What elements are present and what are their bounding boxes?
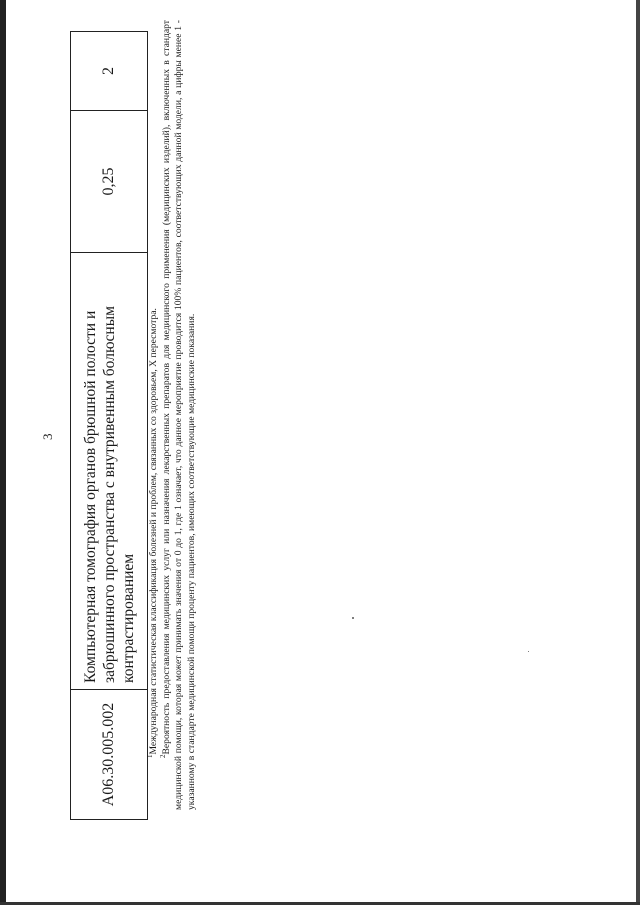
footnote-2-text: Вероятность предоставления медицинских услуг или назначения лекарственных препаратов для медицинского применения (медицинских изделий), включенных в стандарт медицинской помощи, которая может принимать значения от 0 до 1, где 1 означает, что данное мероприятие проводится 100% пациентов, соответствующих данной модели, а цифры менее 1 - указанному в стандарте медицинской помощи проценту пациентов, имеющих соответствующие медицинские показания. <box>160 20 197 810</box>
scan-speck <box>528 651 529 652</box>
scan-speck <box>352 617 354 619</box>
footnote-1 <box>145 20 161 810</box>
page-number: 3 <box>40 433 55 440</box>
footnote-1-text: Международная статистическая классификация болезней и проблем, связанных со здоровьем, X пересмотра. <box>148 308 159 755</box>
table-row <box>71 32 148 820</box>
footnote-2 <box>158 20 199 810</box>
standard-table <box>70 31 148 820</box>
footnote-1-mark: 1 <box>145 754 154 758</box>
frequency-cell: 0,25 <box>71 111 148 253</box>
multiplicity-cell: 2 <box>71 32 148 111</box>
service-code-cell: A06.30.005.002 <box>71 690 148 820</box>
service-name-cell: Компьютерная томография органов брюшной полости и забрюшинного пространства с внутривенным болюсным контрастированием <box>71 253 148 690</box>
footnote-2-mark: 2 <box>158 754 167 758</box>
footnotes <box>145 20 198 810</box>
